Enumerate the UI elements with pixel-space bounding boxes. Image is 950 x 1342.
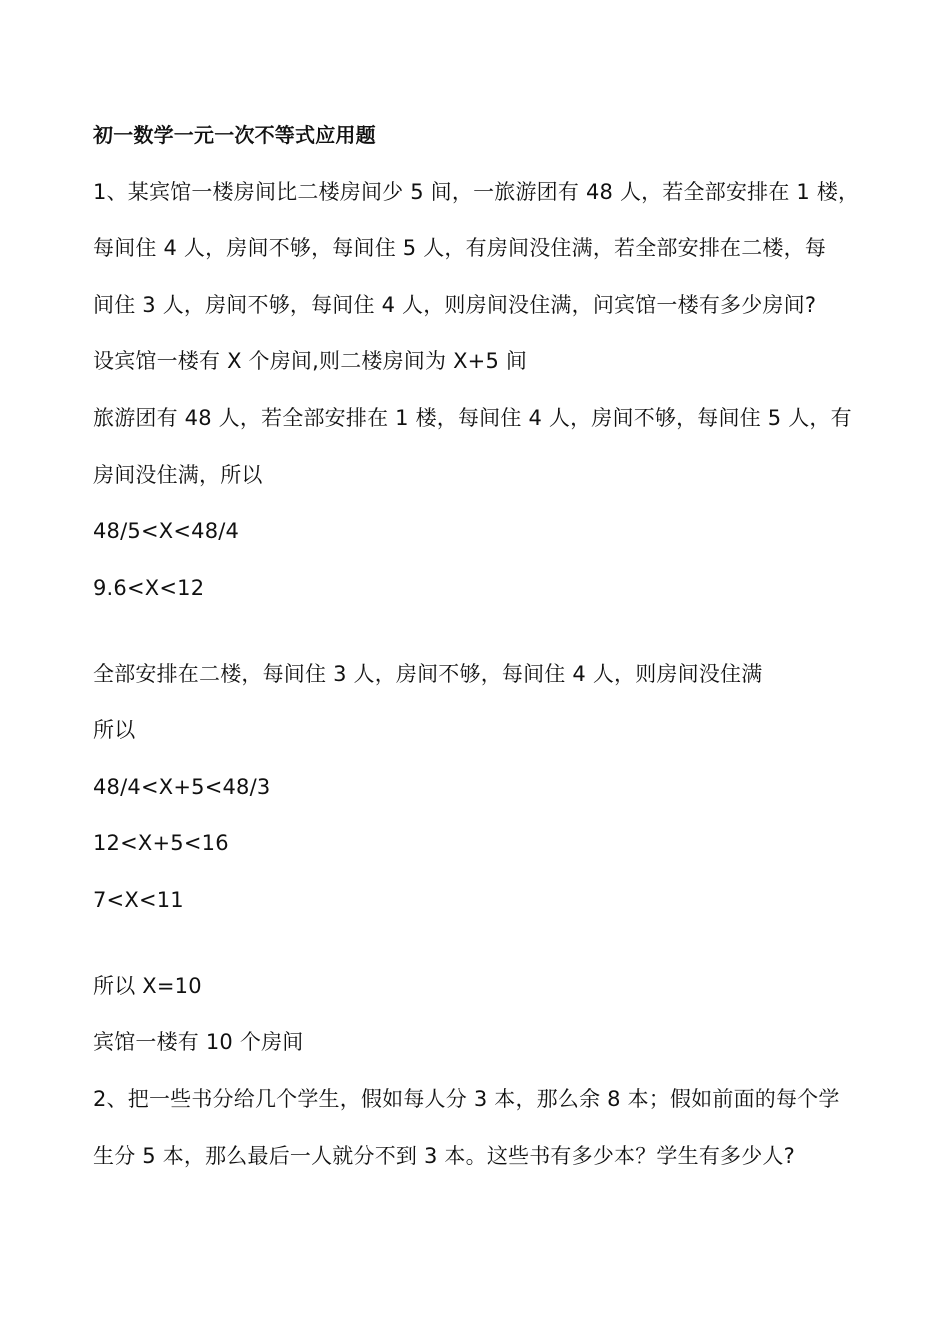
solution-line: 全部安排在二楼，每间住 3 人，房间不够，每间住 4 人，则房间没住满 bbox=[93, 662, 763, 686]
question-1-line-3: 间住 3 人，房间不够，每间住 4 人，则房间没住满，问宾馆一楼有多少房间? bbox=[93, 293, 817, 317]
solution-line: 所以 X=10 bbox=[93, 974, 202, 998]
question-2-line-1: 2、把一些书分给几个学生，假如每人分 3 本，那么余 8 本；假如前面的每个学 bbox=[93, 1087, 840, 1111]
document-title: 初一数学一元一次不等式应用题 bbox=[93, 123, 376, 147]
question-1-line-2: 每间住 4 人，房间不够，每间住 5 人，有房间没住满，若全部安排在二楼，每 bbox=[93, 236, 827, 260]
question-2-line-2: 生分 5 本，那么最后一人就分不到 3 本。这些书有多少本？学生有多少人? bbox=[93, 1144, 795, 1168]
solution-line: 9.6<X<12 bbox=[93, 576, 205, 600]
solution-line: 12<X+5<16 bbox=[93, 831, 229, 855]
question-1-line-1: 1、某宾馆一楼房间比二楼房间少 5 间，一旅游团有 48 人，若全部安排在 1 楼， bbox=[93, 180, 860, 204]
solution-line: 48/5<X<48/4 bbox=[93, 519, 240, 543]
solution-line: 设宾馆一楼有 X 个房间,则二楼房间为 X+5 间 bbox=[93, 349, 528, 373]
solution-answer: 宾馆一楼有 10 个房间 bbox=[93, 1030, 304, 1054]
solution-line: 房间没住满，所以 bbox=[93, 463, 263, 487]
solution-line: 7<X<11 bbox=[93, 888, 184, 912]
solution-line: 旅游团有 48 人，若全部安排在 1 楼，每间住 4 人，房间不够，每间住 5 人，有 bbox=[93, 406, 852, 430]
solution-line: 所以 bbox=[93, 718, 136, 742]
solution-line: 48/4<X+5<48/3 bbox=[93, 775, 271, 799]
